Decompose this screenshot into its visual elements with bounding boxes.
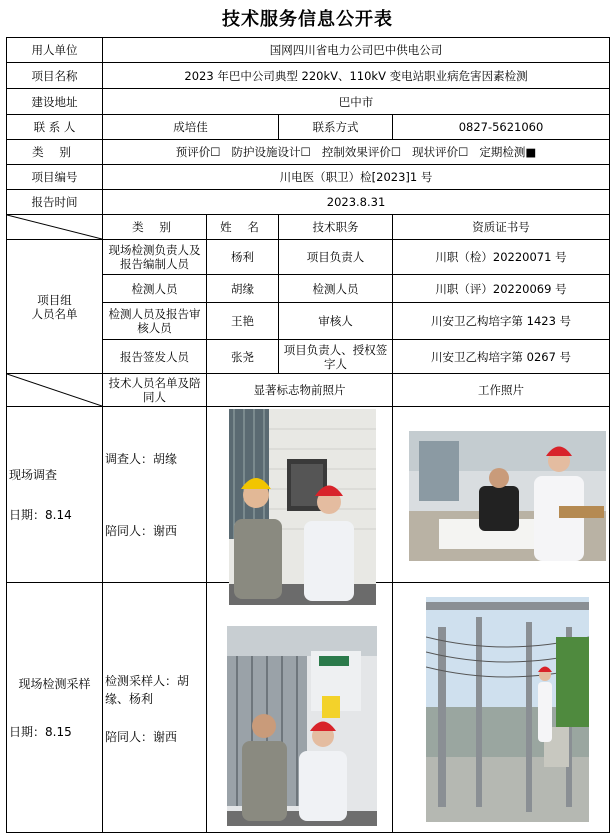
- photo-survey-landmark: [229, 409, 376, 605]
- staff-name: 张尧: [207, 340, 279, 374]
- staff-header-name: 姓 名: [207, 215, 279, 240]
- staff-cert: 川安卫乙构培字第 1423 号: [393, 303, 610, 340]
- staff-group-label: 项目组 人员名单: [7, 240, 103, 374]
- staff-duty: 审核人: [279, 303, 393, 340]
- photos-header-staff: 技术人员名单及陪同人: [103, 374, 207, 407]
- type-option-periodic-test: 定期检测■: [479, 145, 537, 159]
- sampling-companion: 陪同人：谢西: [105, 729, 178, 744]
- checkbox-icon: ☐: [300, 145, 311, 159]
- client-label: 用人单位: [7, 38, 103, 63]
- staff-header-duty: 技术职务: [279, 215, 393, 240]
- number-value: 川电医（职卫）检[2023]1 号: [103, 165, 610, 190]
- sampling-sampler: 检测采样人：胡缘、杨利: [105, 673, 190, 706]
- staff-header-category: 类 别: [103, 215, 207, 240]
- checkbox-icon: ☐: [390, 145, 402, 159]
- survey-companion: 陪同人：谢西: [105, 523, 178, 538]
- staff-cert: 川安卫乙构培字第 0267 号: [393, 340, 610, 374]
- staff-category: 现场检测负责人及报告编制人员: [103, 240, 207, 275]
- sampling-people-cell: [103, 583, 207, 833]
- project-value: 2023 年巴中公司典型 220kV、110kV 变电站职业病危害因素检测: [103, 63, 610, 89]
- number-label: 项目编号: [7, 165, 103, 190]
- photos-header-work: 工作照片: [393, 374, 610, 407]
- staff-category: 报告签发人员: [103, 340, 207, 374]
- sampling-date: 日期：8.15: [9, 724, 72, 739]
- contact-label: 联 系 人: [7, 115, 103, 140]
- phone-label: 联系方式: [279, 115, 393, 140]
- staff-cert: 川职（评）20220069 号: [393, 275, 610, 303]
- survey-investigator: 调查人：胡缘: [105, 451, 178, 466]
- staff-category: 检测人员: [103, 275, 207, 303]
- type-label: 类 别: [7, 140, 103, 165]
- checked-box-icon: ■: [525, 145, 537, 159]
- diagonal-cell: [7, 215, 103, 240]
- staff-duty: 项目负责人: [279, 240, 393, 275]
- address-value: 巴中市: [103, 89, 610, 115]
- survey-title: 现场调查: [9, 467, 58, 482]
- sampling-title: 现场检测采样: [18, 676, 91, 691]
- photos-header-landmark: 显著标志物前照片: [207, 374, 393, 407]
- type-option-pre-evaluation: 预评价☐: [175, 145, 221, 159]
- contact-value: 成培佳: [103, 115, 279, 140]
- photo-workers-at-sign-image: [229, 409, 376, 605]
- photo-survey-work: [409, 431, 606, 561]
- staff-header-cert: 资质证书号: [393, 215, 610, 240]
- date-label: 报告时间: [7, 190, 103, 215]
- staff-duty: 项目负责人、授权签字人: [279, 340, 393, 374]
- address-label: 建设地址: [7, 89, 103, 115]
- checkbox-icon: ☐: [458, 145, 469, 159]
- type-options: [103, 140, 610, 165]
- staff-category: 检测人员及报告审核人员: [103, 303, 207, 340]
- date-value: 2023.8.31: [103, 190, 610, 215]
- survey-date: 日期：8.14: [9, 507, 72, 522]
- checkbox-icon: ☐: [210, 145, 221, 159]
- photo-work-at-desk-image: [409, 431, 606, 561]
- phone-value: 0827-5621060: [393, 115, 610, 140]
- staff-duty: 检测人员: [279, 275, 393, 303]
- type-option-control-effect: 控制效果评价☐: [321, 145, 402, 159]
- photo-workers-at-gate-image: [227, 626, 377, 826]
- project-label: 项目名称: [7, 63, 103, 89]
- photo-sampling-work: [426, 597, 589, 822]
- staff-name: 杨利: [207, 240, 279, 275]
- survey-people-cell: [103, 407, 207, 583]
- photo-substation-image: [426, 597, 589, 822]
- survey-title-cell: [7, 407, 103, 583]
- staff-name: 胡缘: [207, 275, 279, 303]
- photo-sampling-landmark: [227, 626, 377, 826]
- staff-name: 王艳: [207, 303, 279, 340]
- page-title: 技术服务信息公开表: [222, 9, 393, 30]
- diagonal-cell: [7, 374, 103, 407]
- client-value: 国网四川省电力公司巴中供电公司: [103, 38, 610, 63]
- sampling-title-cell: [7, 583, 103, 833]
- type-option-status-evaluation: 现状评价☐: [412, 145, 469, 159]
- type-option-protection-design: 防护设施设计☐: [231, 145, 311, 159]
- staff-cert: 川职（检）20220071 号: [393, 240, 610, 275]
